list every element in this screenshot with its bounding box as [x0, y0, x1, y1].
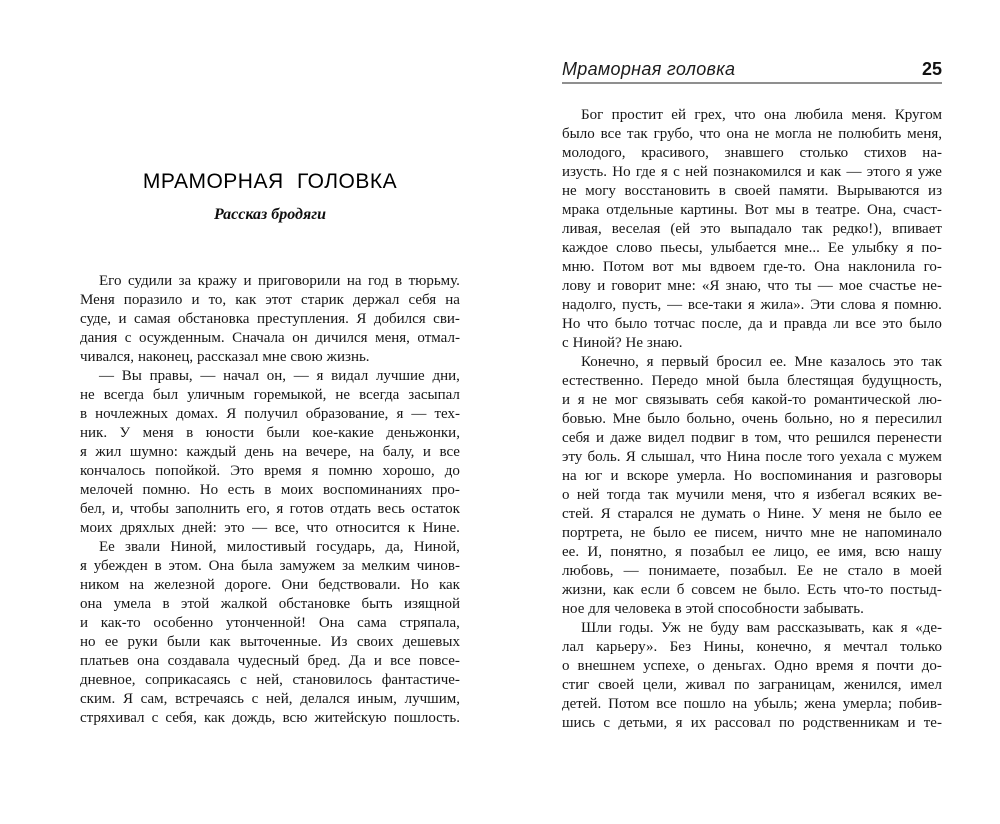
- running-title: Мраморная головка: [562, 59, 736, 79]
- text-line: было все так грубо, что она не могла не полюбить меня,: [562, 126, 942, 142]
- text-line: шись с детьми, я их рассовал по родственникам и те-: [562, 715, 942, 731]
- text-line: надолго, пусть, — все-таки я жила». Эти слова я помню.: [562, 297, 942, 313]
- text-line: Его судили за кражу и приговорили на год в тюрьму.: [99, 273, 460, 289]
- text-line: ее. И, понятно, я позабыл ее лицо, ее имя, всю нашу: [562, 544, 942, 560]
- text-line: дневное, соприкасаясь с ней, становилось фантастиче-: [80, 672, 460, 688]
- text-line: Ее звали Ниной, милостивый государь, да, Ниной,: [99, 539, 460, 555]
- right-page: [562, 0, 942, 824]
- text-line: Конечно, я первый бросил ее. Мне казалось это так: [581, 354, 942, 370]
- paragraph: [80, 367, 460, 538]
- text-line: себя и даже видел подвиг в том, что решился перенести: [562, 430, 942, 446]
- text-line: ное для человека в этой способности забывать.: [562, 601, 864, 617]
- chapter-title: МРАМОРНАЯ ГОЛОВКА: [142, 170, 398, 193]
- text-line: в ночлежных домах. Я получил образование, я — тех-: [80, 406, 460, 422]
- text-line: стей. Я старался не думать о Нине. У меня не было ее: [562, 506, 942, 522]
- text-line: мрака отдельные картины. Вот мы в театре. Она, счаст-: [562, 202, 942, 218]
- text-line: моих дряхлых дней: это — все, что относится к Нине.: [80, 520, 460, 536]
- text-line: лову и говорит мне: «Я знаю, что ты — мое счастье не-: [562, 278, 942, 294]
- text-line: мелочей помню. Но есть в моих воспоминаниях про-: [80, 482, 460, 498]
- text-line: изусть. Но где я с ней познакомился и как — этого я уже: [562, 164, 942, 180]
- text-line: платьев она создавала чудесный бред. Да и все повсе-: [80, 653, 460, 669]
- text-line: ник. У меня в юности были кое-какие деньжонки,: [80, 425, 460, 441]
- text-line: чивался, наконец, рассказал мне свою жизнь.: [80, 349, 370, 365]
- left-page: [80, 0, 460, 824]
- text-line: Шли годы. Уж не буду вам рассказывать, как я «де-: [581, 620, 942, 636]
- text-line: и я не мог связывать себя какой-то романтической лю-: [562, 392, 942, 408]
- text-line: ским. Я сам, встречаясь с ней, делался иным, лучшим,: [80, 691, 460, 707]
- text-line: и как-то особенно утонченной! Она сама стряпала,: [80, 615, 460, 631]
- text-line: не могу восстановить в своей памяти. Вырываются из: [562, 183, 942, 199]
- text-line: молодого, красивого, знавшего столько стихов на-: [562, 145, 942, 161]
- text-line: каждое слово пьесы, улыбается мне... Ее улыбку я по-: [562, 240, 942, 256]
- text-line: о ней тогда так мучили меня, что я избегал всяких ве-: [562, 487, 942, 503]
- text-line: но ее руки были как выточенные. Из своих дешевых: [80, 634, 460, 650]
- paragraph: [562, 353, 942, 619]
- text-line: на юг и вскоре умерла. Но воспоминания и разговоры: [562, 468, 942, 484]
- text-line: — Вы правы, — начал он, — я видал лучшие дни,: [99, 368, 460, 384]
- text-line: любовь, — понимаете, позабыл. Ее не стало в моей: [562, 563, 942, 579]
- text-line: суде, и самая обстановка преступления. Я добился сви-: [80, 311, 460, 327]
- text-line: она умела в этой жалкой обстановке быть изящной: [80, 596, 460, 612]
- text-line: естественно. Передо мной была блестящая будущность,: [562, 373, 942, 389]
- chapter-subtitle: Рассказ бродяги: [213, 206, 327, 223]
- paragraph: [80, 272, 460, 367]
- text-line: кончалось попойкой. Это время я помню хорошо, до: [80, 463, 460, 479]
- text-line: Но что было тотчас после, да и правда ли все это было: [562, 316, 942, 332]
- text-line: ливая, веселая (ей это выпадало так редко!), впивает: [562, 221, 942, 237]
- paragraph: [562, 619, 942, 733]
- text-line: не всегда был уличным горемыкой, не всегда засыпал: [80, 387, 460, 403]
- left-page-body: [80, 272, 460, 728]
- text-line: с Ниной? Не знаю.: [562, 335, 683, 351]
- text-line: эту боль. Я слышал, что Нина после того уехала с мужем: [562, 449, 942, 465]
- text-line: Меня поразило и то, как этот старик держал себя на: [80, 292, 460, 308]
- text-line: жизни, как если б совсем не было. Есть что-то постыд-: [562, 582, 942, 598]
- right-page-body: [562, 106, 942, 733]
- text-line: Бог простит ей грех, что она любила меня. Кругом: [581, 107, 942, 123]
- text-line: ником на железной дороге. Они бедствовали. Но как: [80, 577, 460, 593]
- text-line: я убежден в этом. Она была замужем за мелким чинов-: [80, 558, 460, 574]
- text-line: стиг своей цели, живал по заграницам, женился, имел: [562, 677, 942, 693]
- text-line: я жил шумно: каждый день на вечере, на балу, и все: [80, 444, 460, 460]
- header-rule: [562, 82, 942, 84]
- page-number: 25: [921, 59, 942, 79]
- text-line: о внешнем успехе, о деньгах. Одно время я почти до-: [562, 658, 942, 674]
- text-line: лал карьеру». Без Нины, конечно, я мечтал только: [562, 639, 942, 655]
- text-line: дания с осужденным. Сначала он дичился меня, отмал-: [80, 330, 460, 346]
- text-line: детей. Потом все пошло на убыль; жена умерла; побив-: [562, 696, 942, 712]
- text-line: бел, и, чтобы заполнить его, я готов отдать весь остаток: [80, 501, 460, 517]
- text-line: мню. Потом вот мы вдвоем где-то. Она наклонила го-: [562, 259, 942, 275]
- running-header: [562, 0, 942, 80]
- paragraph: [80, 538, 460, 728]
- text-line: портрета, не было ее писем, ничто мне не напоминало: [562, 525, 942, 541]
- text-line: бовью. Мне было больно, очень больно, но я пересилил: [562, 411, 942, 427]
- paragraph: [562, 106, 942, 353]
- text-line: стряхивал с себя, как дождь, всю житейскую пошлость.: [80, 710, 460, 726]
